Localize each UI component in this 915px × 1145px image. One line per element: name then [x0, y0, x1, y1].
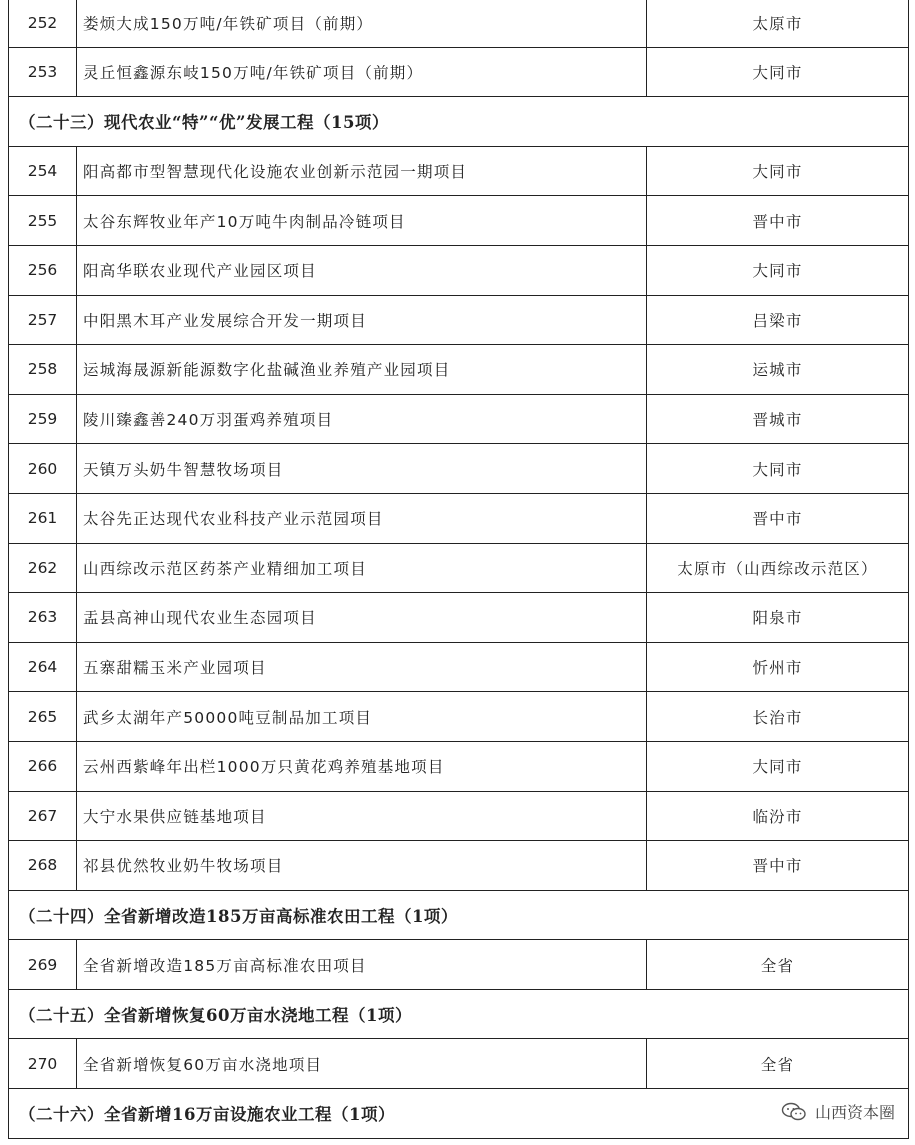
table-row	[8, 48, 909, 98]
row-number: 264	[9, 643, 77, 692]
row-number: 266	[9, 742, 77, 791]
row-number: 253	[9, 48, 77, 97]
table-row	[8, 296, 909, 346]
project-name: 太谷东辉牧业年产10万吨牛肉制品冷链项目	[77, 196, 647, 245]
project-name: 五寨甜糯玉米产业园项目	[77, 643, 647, 692]
row-number: 256	[9, 246, 77, 295]
table-row	[8, 196, 909, 246]
watermark	[781, 1100, 895, 1123]
project-name: 全省新增改造185万亩高标准农田项目	[77, 940, 647, 989]
table-row	[8, 0, 909, 48]
table-row	[8, 246, 909, 296]
project-name: 山西综改示范区药茶产业精细加工项目	[77, 544, 647, 593]
project-name: 天镇万头奶牛智慧牧场项目	[77, 444, 647, 493]
row-number: 268	[9, 841, 77, 890]
row-number: 261	[9, 494, 77, 543]
project-city: 吕梁市	[752, 311, 803, 330]
watermark-text: 山西资本圈	[814, 1103, 895, 1122]
project-name: 陵川臻鑫善240万羽蛋鸡养殖项目	[77, 395, 647, 444]
project-city: 大同市	[752, 63, 803, 82]
project-city: 长治市	[752, 708, 803, 727]
table-row	[8, 742, 909, 792]
project-city: 晋中市	[752, 857, 803, 876]
table-row	[8, 147, 909, 197]
project-city: 晋中市	[752, 510, 803, 529]
project-name: 灵丘恒鑫源东岐150万吨/年铁矿项目（前期）	[77, 48, 647, 97]
row-number: 262	[9, 544, 77, 593]
wechat-icon	[781, 1102, 807, 1122]
row-number: 252	[9, 0, 77, 47]
table-row	[8, 643, 909, 693]
project-city: 大同市	[752, 460, 803, 479]
table-row	[8, 544, 909, 594]
section-header: （二十三）现代农业“特”“优”发展工程（15项）	[8, 97, 909, 147]
project-city: 全省	[760, 956, 795, 975]
project-name: 盂县高神山现代农业生态园项目	[77, 593, 647, 642]
project-table	[8, 0, 909, 1139]
project-name: 娄烦大成150万吨/年铁矿项目（前期）	[77, 0, 647, 47]
table-row	[8, 444, 909, 494]
project-city: 大同市	[752, 262, 803, 281]
section-header: （二十六）全省新增16万亩设施农业工程（1项）	[8, 1089, 909, 1139]
project-city: 忻州市	[752, 659, 803, 678]
table-row	[8, 692, 909, 742]
table-row	[8, 841, 909, 891]
project-city: 阳泉市	[752, 609, 803, 628]
row-number: 267	[9, 792, 77, 841]
project-name: 武乡太湖年产50000吨豆制品加工项目	[77, 692, 647, 741]
project-name: 太谷先正达现代农业科技产业示范园项目	[77, 494, 647, 543]
project-name: 中阳黑木耳产业发展综合开发一期项目	[77, 296, 647, 345]
project-name: 大宁水果供应链基地项目	[77, 792, 647, 841]
row-number: 257	[9, 296, 77, 345]
row-number: 263	[9, 593, 77, 642]
table-row	[8, 593, 909, 643]
project-city: 太原市（山西综改示范区）	[677, 559, 878, 578]
project-city: 晋城市	[752, 411, 803, 430]
row-number: 259	[9, 395, 77, 444]
row-number: 258	[9, 345, 77, 394]
row-number: 260	[9, 444, 77, 493]
table-row	[8, 395, 909, 445]
project-name: 祁县优然牧业奶牛牧场项目	[77, 841, 647, 890]
row-number: 269	[9, 940, 77, 989]
row-number: 270	[9, 1039, 77, 1088]
project-city: 大同市	[752, 758, 803, 777]
row-number: 254	[9, 147, 77, 196]
project-city: 全省	[760, 1055, 795, 1074]
table-row	[8, 1039, 909, 1089]
table-row	[8, 940, 909, 990]
project-city: 临汾市	[752, 807, 803, 826]
table-row	[8, 494, 909, 544]
row-number: 255	[9, 196, 77, 245]
project-name: 运城海晟源新能源数字化盐碱渔业养殖产业园项目	[77, 345, 647, 394]
project-city: 运城市	[752, 361, 803, 380]
table-row	[8, 345, 909, 395]
section-header: （二十五）全省新增恢复60万亩水浇地工程（1项）	[8, 990, 909, 1040]
project-name: 阳高都市型智慧现代化设施农业创新示范园一期项目	[77, 147, 647, 196]
section-header: （二十四）全省新增改造185万亩高标准农田工程（1项）	[8, 891, 909, 941]
project-name: 云州西紫峰年出栏1000万只黄花鸡养殖基地项目	[77, 742, 647, 791]
row-number: 265	[9, 692, 77, 741]
project-name: 阳高华联农业现代产业园区项目	[77, 246, 647, 295]
project-city: 晋中市	[752, 212, 803, 231]
project-city: 太原市	[752, 14, 803, 33]
project-city: 大同市	[752, 163, 803, 182]
table-row	[8, 792, 909, 842]
project-name: 全省新增恢复60万亩水浇地项目	[77, 1039, 647, 1088]
